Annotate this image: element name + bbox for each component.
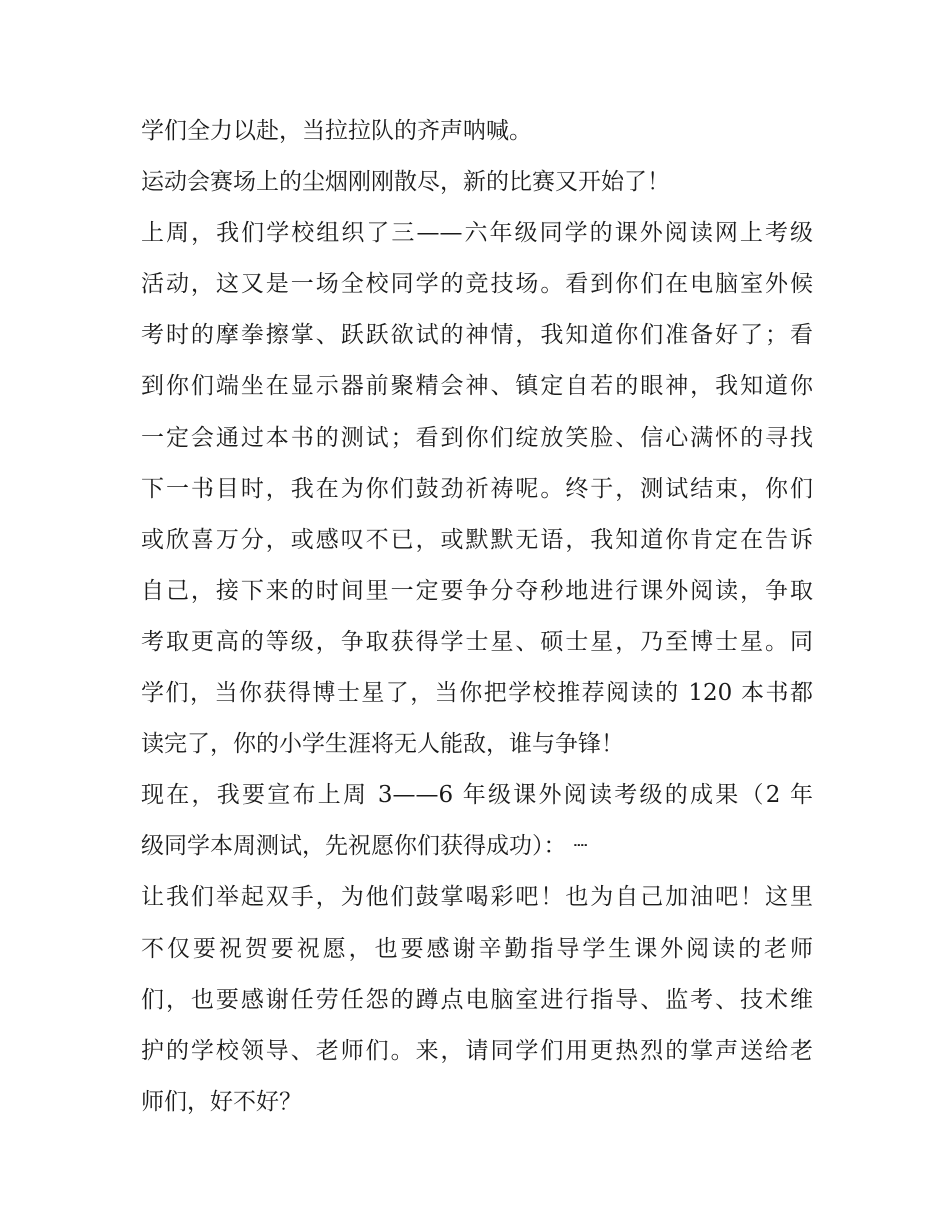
text-line: 护的学校领导、老师们。来，请同学们用更热烈的掌声送给老 [141,1037,813,1064]
text-line: 自己，接下来的时间里一定要争分夺秒地进行课外阅读，争取 [141,577,813,604]
text-line: 读完了，你的小学生涯将无人能敌，谁与争锋！ [141,731,624,758]
document-body [141,106,813,1128]
text-line: 学们全力以赴，当拉拉队的齐声呐喊。 [141,118,532,144]
text-line: 考取更高的等级，争取获得学士星、硕士星，乃至博士星。同 [141,628,813,655]
text-line: 活动，这又是一场全校同学的竞技场。看到你们在电脑室外候 [141,271,813,298]
text-line: 下一书目时，我在为你们鼓劲祈祷呢。终于，测试结束，你们 [141,475,813,502]
text-line: 运动会赛场上的尘烟刚刚散尽，新的比赛又开始了！ [141,169,670,196]
text-line: 或欣喜万分，或感叹不已，或默默无语，我知道你肯定在告诉 [141,526,813,553]
text-line: 让我们举起双手，为他们鼓掌喝彩吧！也为自己加油吧！这里 [141,884,813,911]
text-line: 级同学本周测试，先祝愿你们获得成功）： ┈ [141,833,588,860]
text-line: 到你们端坐在显示器前聚精会神、镇定自若的眼神，我知道你 [141,373,813,400]
text-line: 不仅要祝贺要祝愿，也要感谢辛勤指导学生课外阅读的老师 [141,935,813,962]
text-line: 一定会通过本书的测试；看到你们绽放笑脸、信心满怀的寻找 [141,424,813,451]
text-line: 现在，我要宣布上周 3——6 年级课外阅读考级的成果（2 年 [141,782,813,809]
text-line: 学们，当你获得博士星了，当你把学校推荐阅读的 120 本书都 [141,680,813,707]
text-line: 师们，好不好？ [141,1088,302,1115]
text-line: 上周，我们学校组织了三——六年级同学的课外阅读网上考级 [141,220,813,247]
text-line: 考时的摩拳擦掌、跃跃欲试的神情，我知道你们准备好了；看 [141,322,813,349]
text-line: 们，也要感谢任劳任怨的蹲点电脑室进行指导、监考、技术维 [141,986,813,1013]
